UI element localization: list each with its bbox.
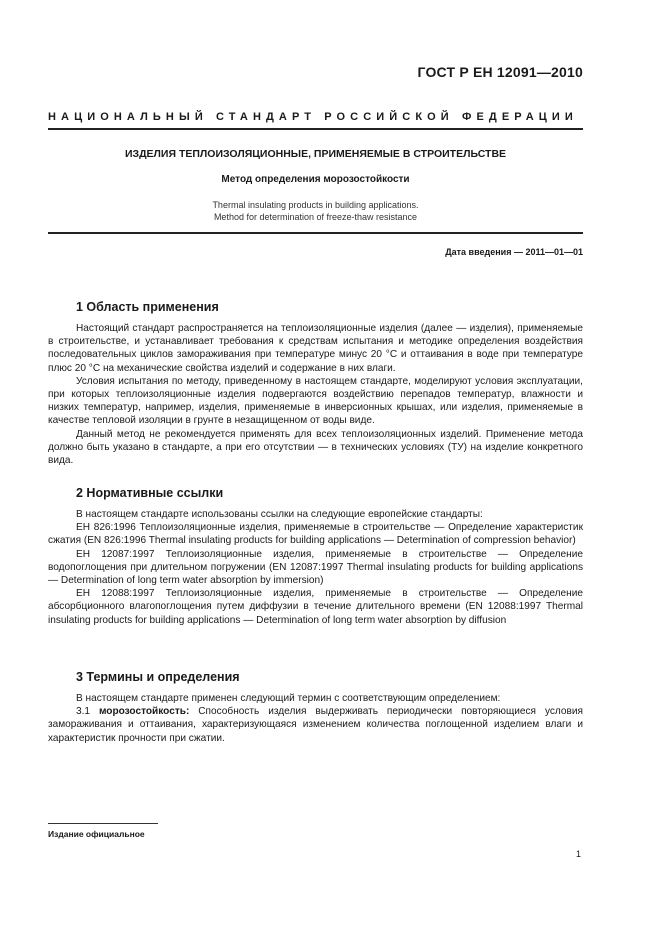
section-1-paragraph: Настоящий стандарт распространяется на теплоизоляционные изделия (далее — изделия), применяемые в строительстве, и устанавливает требования к средствам испытания и методике определения воздействия последовательных циклов замораживания при температуре минус 20 °С и оттаивания в воде при температуре плюс 20 °С на механические свойства изделий и содержание в них влаги. <box>48 323 583 374</box>
title-divider <box>48 232 583 234</box>
page-number: 1 <box>575 849 581 859</box>
section-2-heading: 2 Нормативные ссылки <box>76 486 224 500</box>
edition-note: Издание официальное <box>48 829 145 839</box>
english-title <box>48 199 583 223</box>
term-definition-text: Способность изделия выдерживать периодически повторяющиеся условия замораживания и оттаивания, характеризующаяся изменением количества поглощенной изделием влаги и характеристик прочности при сжатии. <box>48 706 584 744</box>
footer-divider <box>48 823 158 824</box>
section-3-paragraph: В настоящем стандарте применен следующий термин с соответствующим определением: <box>76 693 501 704</box>
section-3-body <box>48 692 583 745</box>
section-3-heading: 3 Термины и определения <box>76 670 240 684</box>
document-subtitle: Метод определения морозостойкости <box>221 174 410 185</box>
section-1-body <box>48 322 583 467</box>
section-2-paragraph: В настоящем стандарте использованы ссылки на следующие европейские стандарты: <box>76 509 483 520</box>
english-title-line-1: Thermal insulating products in building applications. <box>212 200 419 210</box>
reference-en-12088: ЕН 12088:1997 Теплоизоляционные изделия, применяемые в строительстве — Определение абсорбционного влагопоглощения путем диффузии в течение длительного времени (EN 12088:1997 Thermal insulating products for building applications — Determination of long term water absorption by diffusion <box>48 588 583 626</box>
section-1-paragraph: Данный метод не рекомендуется применять для всех теплоизоляционных изделий. Применение метода должно быть указано в стандарте, а при его отсутствии — в технических условиях (ТУ) на изделие конкретного вида. <box>48 428 583 467</box>
introduction-date: Дата введения — 2011—01—01 <box>445 247 583 257</box>
national-standard-heading: НАЦИОНАЛЬНЫЙ СТАНДАРТ РОССИЙСКОЙ ФЕДЕРАЦИИ <box>48 111 578 123</box>
term-number: 3.1 <box>76 706 99 718</box>
reference-en-12087: ЕН 12087:1997 Теплоизоляционные изделия, применяемые в строительстве — Определение водопоглощения при длительном погружении (EN 12087:1997 Thermal insulating products for building applications — Determination of long term water absorption by immersion) <box>48 548 583 587</box>
section-1-heading: 1 Область применения <box>76 300 219 314</box>
term-definition <box>48 705 583 745</box>
section-1-paragraph: Условия испытания по методу, приведенному в настоящем стандарте, моделируют условия эксплуатации, при которых теплоизоляционные изделия подвергаются воздействию перепадов температур, влажности и низких температур, например, изделия, применяемые в инверсионных крышах, или изделия, применяемые в качестве тепловой изоляции в грунте в незащищенном от воды виде. <box>48 375 583 427</box>
document-title: ИЗДЕЛИЯ ТЕПЛОИЗОЛЯЦИОННЫЕ, ПРИМЕНЯЕМЫЕ В СТРОИТЕЛЬСТВЕ <box>124 148 507 160</box>
section-2-body <box>48 508 583 627</box>
english-title-line-2: Method for determination of freeze-thaw resistance <box>213 212 418 222</box>
term-name: морозостойкость: <box>98 706 199 718</box>
top-divider <box>48 128 583 130</box>
standard-code: ГОСТ Р ЕН 12091—2010 <box>417 64 583 80</box>
reference-en-826: ЕН 826:1996 Теплоизоляционные изделия, применяемые в строительстве — Определение характеристик сжатия (EN 826:1996 Thermal insulating products for building applications — Determination of compression behavior) <box>48 522 583 547</box>
